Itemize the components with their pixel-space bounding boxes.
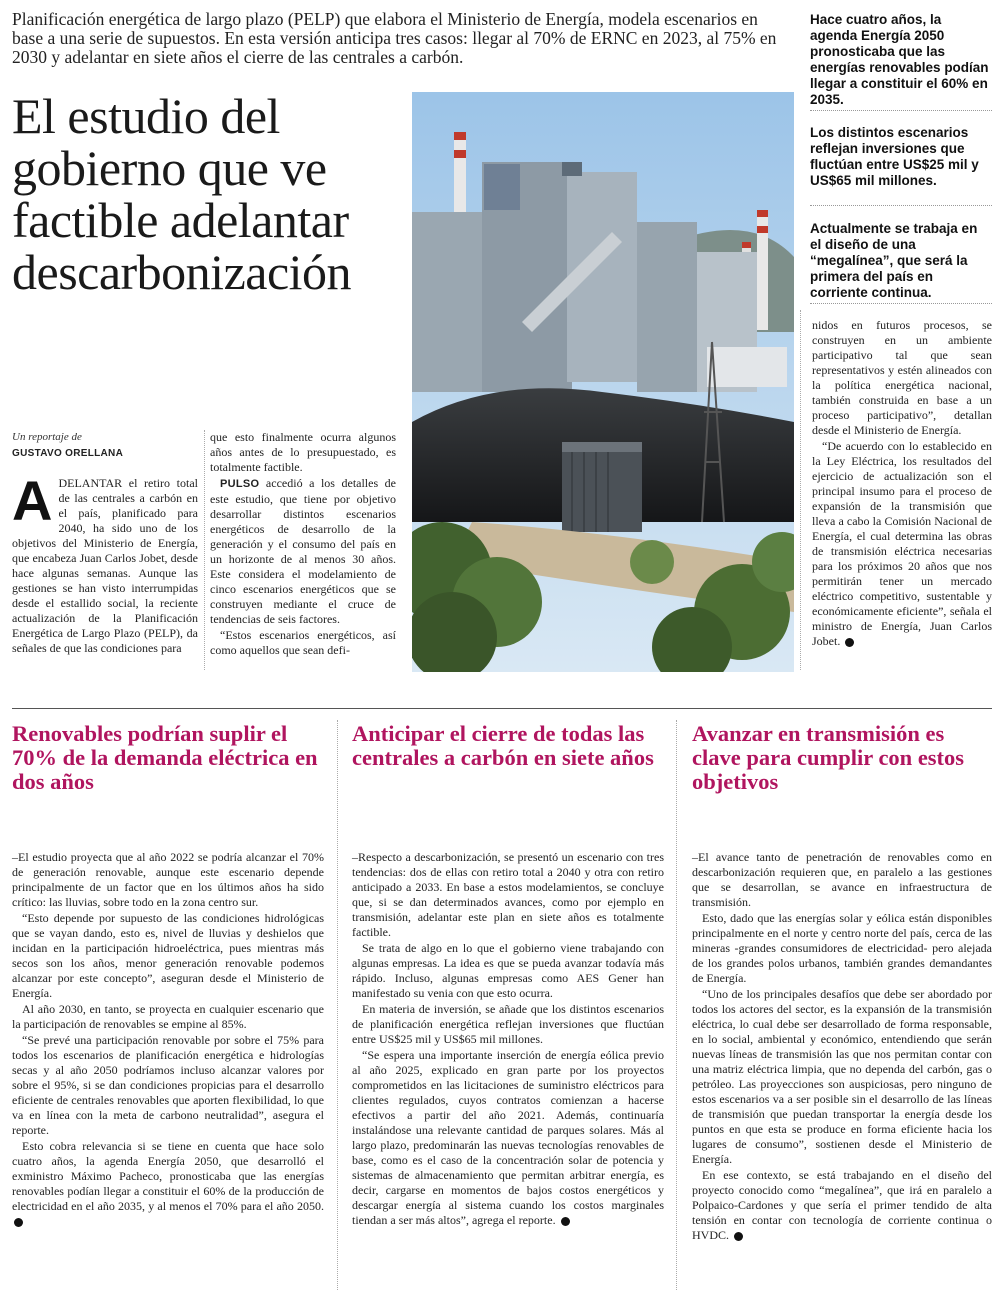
section-body <box>352 850 664 1229</box>
sidebar-highlight-1: Hace cuatro años, la agenda Energía 2050 pronosticaba que las energías renovables podían llegar a constituir el 60% en 2035. <box>810 12 989 107</box>
pulso-end-mark: P <box>734 1232 743 1241</box>
section-paragraph: “Esto depende por supuesto de las condiciones hidrológicas que se vayan dando, esto es, nivel de lluvias y deshielos que incidan en la participación hidroeléctrica, pues mientras más secos son los años, menor generación renovable podemos alcanzar por este concepto”, aseguran desde el Ministerio de Energía. <box>12 911 324 1000</box>
section-paragraph: “Se espera una importante inserción de energía eólica previo al año 2025, explicado en gran parte por los proyectos comprometidos en las licitaciones de suministro eléctricos para clientes regulados, cuyos contratos comienzan a hacerse efectivos a partir del año 2021. Además, continuaría instalándose una relevante cantidad de parques solares. Más al largo plazo, predominarán las nuevas tecnologías renovables de base, como es el caso de la concentración solar de potencia y sistemas de almacenamiento que permitan arbitrar energía, es decir, cargarse en momentos de bajos costos energéticos y descargar energía al sistema cuando los costos marginales tiendan a ser más altos”, agrega el reporte. P <box>352 1048 664 1227</box>
section-carbon <box>352 722 664 770</box>
intro-continuation: que esto finalmente ocurra algunos años antes de lo presupuestado, es totalmente factible. <box>210 430 396 474</box>
section-top-rule <box>12 708 992 709</box>
byline-intro: Un reportaje de <box>12 431 82 443</box>
section-body <box>12 850 324 1230</box>
intro-paragraph: “De acuerdo con lo establecido en la Ley Eléctrica, los resultados del ejercicio de actualización son el principal insumo para el proceso de expansión de la transmisión que lleva a cabo la Comisión Nacional de Energía, el cual determina las obras de transmisión eléctrica necesarias para los próximos 20 años que nos permitirán tener un mercado eléctrico competitivo, sustentable y económicamente eficiente”, señala el ministro de Energía, Juan Carlos Jobet. P <box>812 439 992 648</box>
pulso-end-mark: P <box>14 1218 23 1227</box>
section-paragraph: –El avance tanto de penetración de renovables como en descarbonización requieren que, en paralelo a las gestiones que se desarrollan, se avance en infraestructura de transmisión. <box>692 850 992 909</box>
section-paragraph: Se trata de algo en lo que el gobierno viene trabajando con algunas empresas. La idea es que se pueda avanzar todavía más rápido. Incluso, algunas empresas como AES Gener han manifestado su venia con que esto ocurra. <box>352 941 664 1000</box>
section-paragraph: Esto cobra relevancia si se tiene en cuenta que hace solo cuatro años, la agenda Energía 2050, que desarrolló el exministro Máximo Pacheco, pronosticaba que las energías renovables podían llegar a constituir el 60% de la producción de electricidad en el año 2035, y al menos el 70% para el año 2050. P <box>12 1139 324 1226</box>
pulso-end-mark: P <box>561 1217 570 1226</box>
intro-column-2 <box>210 430 396 659</box>
column-divider <box>204 430 205 670</box>
section-paragraph: –El estudio proyecta que al año 2022 se podría alcanzar el 70% de generación renovable, aunque este escenario depende principalmente de un factor que en los últimos años ha sido crítico: las lluvias, sobre todo en la zona centro sur. <box>12 850 324 909</box>
intro-column-1 <box>12 469 198 657</box>
section-title: Avanzar en transmisión es clave para cumplir con estos objetivos <box>692 721 965 794</box>
lead-paragraph: Planificación energética de largo plazo (PELP) que elabora el Ministerio de Energía, modela escenarios en base a una serie de supuestos. En esta versión anticipa tres casos: llegar al 70% de ERNC en 2023, al 75% en 2030 y adelantar en siete años el cierre de las centrales a carbón. <box>12 9 777 67</box>
section-title: Anticipar el cierre de todas las centrales a carbón en siete años <box>352 721 654 770</box>
byline-author: GUSTAVO ORELLANA <box>12 448 124 459</box>
section-renovables <box>12 722 324 794</box>
pulso-end-mark: P <box>845 638 854 647</box>
sidebar-divider <box>810 110 992 111</box>
section-paragraph: –Respecto a descarbonización, se presentó un escenario con tres tendencias: dos de ellas con retiro total a 2040 y otra con retiro anticipado a 2033. En base a estos modelamientos, se concluye que, si se dan determinados avances, como por ejemplo en transmisión, adelantar este plan en siete años es totalmente factible. <box>352 850 664 939</box>
sidebar-divider <box>810 303 992 304</box>
intro-text: DELANTAR el retiro total de las centrales a carbón en el país, planificado para 2040, ha sido uno de los objetivos del Ministerio de Energía, que encabeza Juan Carlos Jobet, desde hace algunas semanas. Aunque las gestiones se han visto interrumpidas desde el estallido social, la reciente actualización de la Planificación Energética de Largo Plazo (PELP), da señales de que las condiciones para <box>12 476 198 655</box>
drop-cap: A <box>12 469 53 532</box>
section-paragraph: En ese contexto, se está trabajando en el diseño del proyecto conocido como “megalínea”, que irá en paralelo a Polpaico-Cardones y que sería el primer tendido de alta tensión en contar con tecnología de corriente continua o HVDC. P <box>692 1168 992 1242</box>
column-divider <box>676 720 677 1290</box>
section-paragraph: “Se prevé una participación renovable por sobre el 75% para todos los escenarios de planificación energética e hidrologías secas y al año 2050 podríamos incluso alcanzar valores por sobre el 95%, si se dan condiciones propicias para el desarrollo eficiente de centrales renovables que aporten flexibilidad, lo que va en línea con la meta de carbono neutralidad”, asegura el reporte. <box>12 1033 324 1137</box>
intro-paragraph: nidos en futuros procesos, se construyen en un ambiente participativo tal que sean representativos y estén alineados con la política energética nacional, también construida en base a un proceso participativo”, detallan desde el Ministerio de Energía. <box>812 318 992 437</box>
intro-paragraph: “Estos escenarios energéticos, así como aquellos que sean defi- <box>210 628 396 657</box>
column-divider <box>800 310 801 670</box>
column-divider <box>337 720 338 1290</box>
section-paragraph: Al año 2030, en tanto, se proyecta en cualquier escenario que la participación de renovables se empine al 85%. <box>12 1002 324 1031</box>
intro-paragraph: PULSO accedió a los detalles de este estudio, que tiene por objetivo desarrollar distintos escenarios energéticos de desarrollo de la generación y el consumo del país en un horizonte de al menos 30 años. Este considera el modelamiento de cinco escenarios energéticos que se construyen mediante el cruce de tendencias de seis factores. <box>210 476 396 626</box>
pulso-label: PULSO <box>220 478 260 490</box>
section-paragraph: “Uno de los principales desafíos que debe ser abordado por todos los actores del sector, es la expansión de la transmisión eléctrica, lo cual debe ser desarrollado de forma responsable, en lo social, ambiental y económico, entendiendo que serán nuevas líneas de transmisión las que nos permitan contar con una matriz eléctrica limpia, que no dependa del carbón, gas o petróleo. Las proyecciones son auspiciosas, pero ninguno de estos escenarios va a ser posible sin el desarrollo de las líneas de transmisión que puedan transportar la energía desde los puntos en que esta se produce en forma eficiente hacia los lugares de consumo”, sostienen desde el Ministerio de Energía. <box>692 987 992 1166</box>
power-plant-photo <box>412 92 794 672</box>
section-transmision <box>692 722 992 794</box>
section-paragraph: Esto, dado que las energías solar y eólica están disponibles principalmente en el norte y centro norte del país, cerca de las mineras -grandes consumidores de electricidad- pero alejada de los grandes polos urbanos, también grandes demandantes de Energía. <box>692 911 992 985</box>
section-body <box>692 850 992 1244</box>
section-paragraph: En materia de inversión, se añade que los distintos escenarios de planificación energética reflejan inversiones que fluctúan entre US$25 mil y US$65 mil millones. <box>352 1002 664 1046</box>
sidebar-highlight-2: Los distintos escenarios reflejan inversiones que fluctúan entre US$25 mil y US$65 mil millones. <box>810 125 979 188</box>
sidebar-divider <box>810 205 992 206</box>
headline: El estudio del gobierno que ve factible adelantar descarbonización <box>12 88 352 300</box>
sidebar-highlight-3: Actualmente se trabaja en el diseño de una “megalínea”, que será la primera del país en corriente continua. <box>810 221 978 300</box>
section-title: Renovables podrían suplir el 70% de la demanda eléctrica en dos años <box>12 721 318 794</box>
intro-paragraph <box>12 469 198 656</box>
intro-column-3 <box>812 318 992 650</box>
